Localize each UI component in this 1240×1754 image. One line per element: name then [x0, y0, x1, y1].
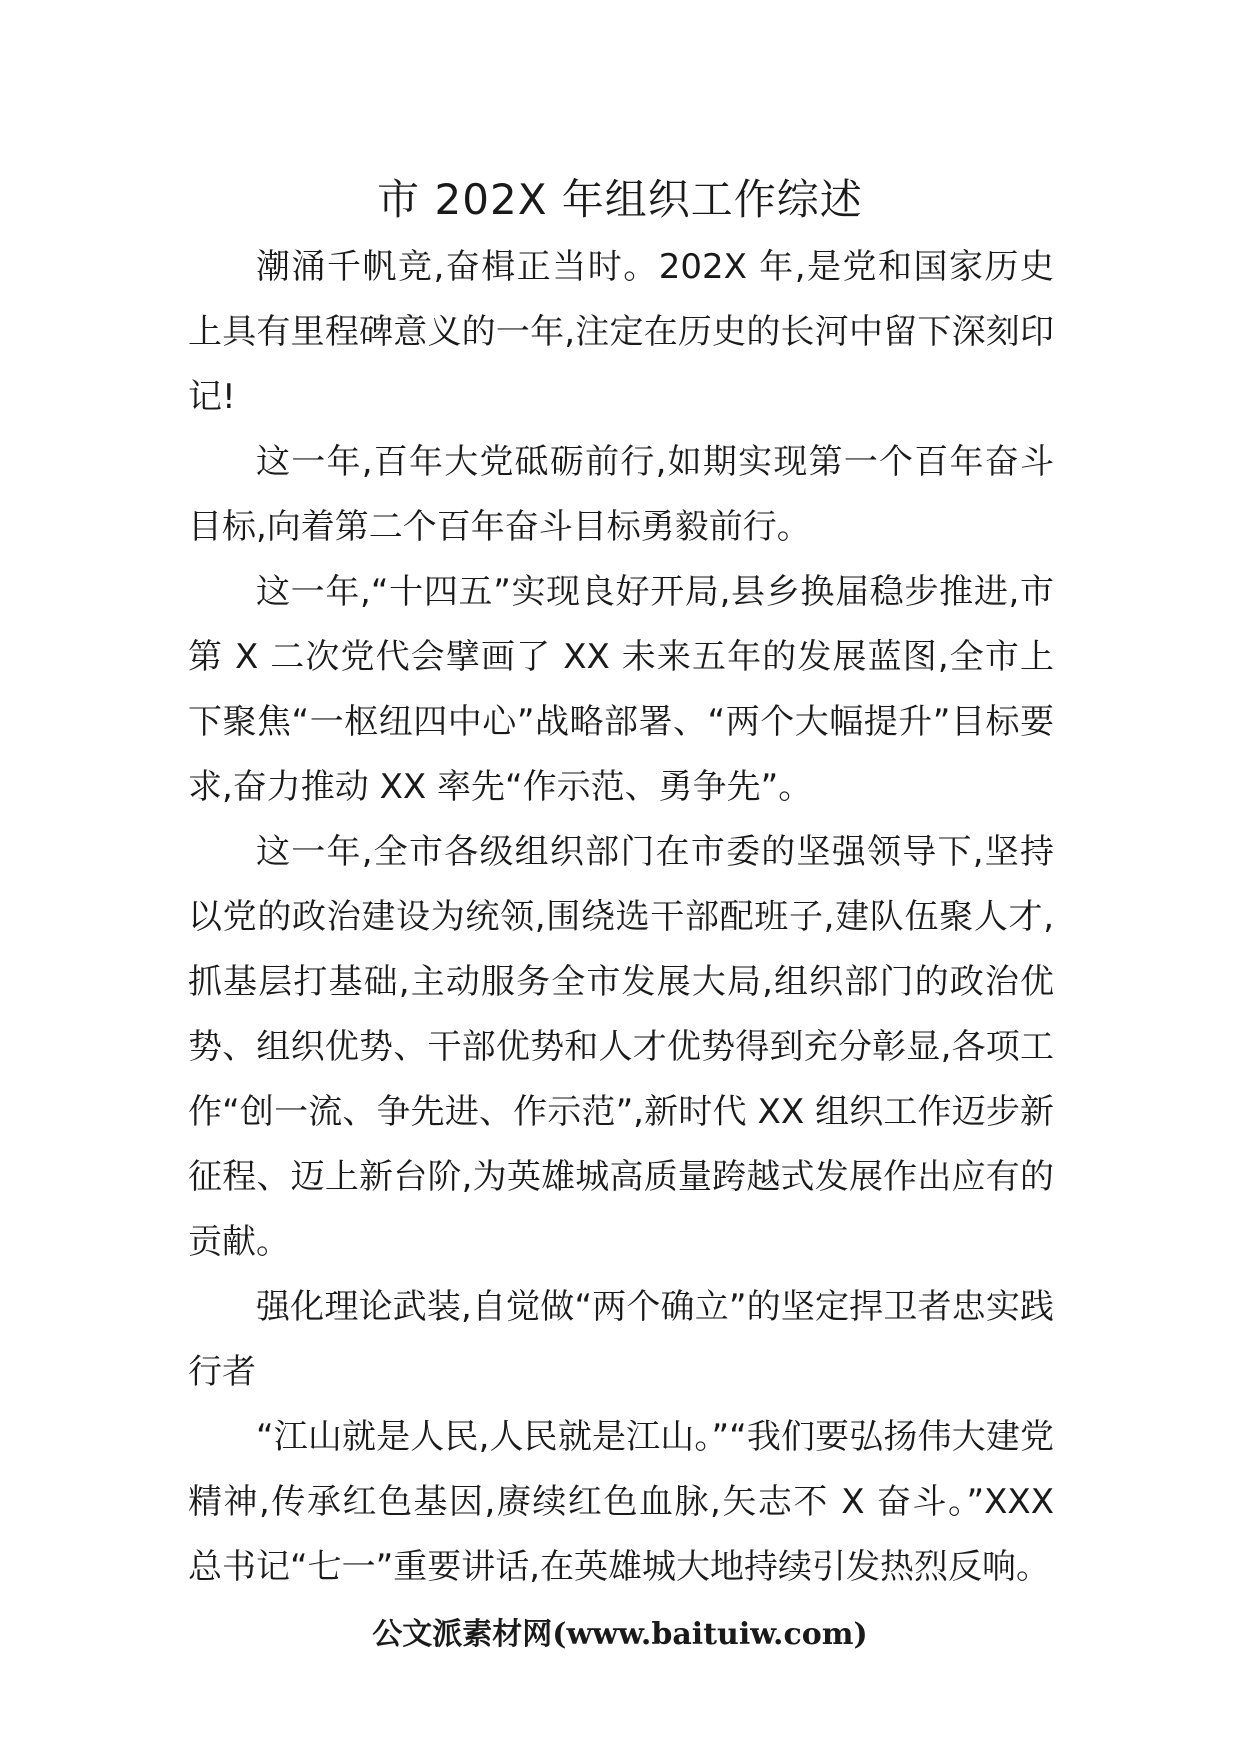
- watermark-footer: 公文派素材网(www.baituiw.com): [372, 1617, 868, 1652]
- paragraph-speech: “江山就是人民,人民就是江山。”“我们要弘扬伟大建党精神,传承红色基因,赓续红色血脉,矢志不 X 奋斗。”XXX 总书记“七一”重要讲话,在英雄城大地持续引发热烈反响。: [188, 1417, 1054, 1587]
- paragraph-five-year-plan: 这一年,“十四五”实现良好开局,县乡换届稳步推进,市第 X 二次党代会擘画了 XX 未来五年的发展蓝图,全市上下聚焦“一枢纽四中心”战略部署、“两个大幅提升”目标要求,奋力推动 XX 率先“作示范、勇争先”。: [188, 572, 1054, 807]
- paragraph-organization-work: 这一年,全市各级组织部门在市委的坚强领导下,坚持以党的政治建设为统领,围绕选干部配班子,建队伍聚人才,抓基层打基础,主动服务全市发展大局,组织部门的政治优势、组织优势、干部优势和人才优势得到充分彰显,各项工作“创一流、争先进、作示范”,新时代 XX 组织工作迈步新征程、迈上新台阶,为英雄城高质量跨越式发展作出应有的贡献。: [188, 832, 1054, 1262]
- document-title: 市 202X 年组织工作综述: [377, 175, 863, 224]
- paragraph-centenary: 这一年,百年大党砥砺前行,如期实现第一个百年奋斗目标,向着第二个百年奋斗目标勇毅前行。: [188, 442, 1054, 547]
- section-heading: 强化理论武装,自觉做“两个确立”的坚定捍卫者忠实践行者: [188, 1287, 1054, 1392]
- paragraph-intro: 潮涌千帆竞,奋楫正当时。202X 年,是党和国家历史上具有里程碑意义的一年,注定在历史的长河中留下深刻印记!: [188, 247, 1054, 417]
- document-body: [188, 235, 1054, 1600]
